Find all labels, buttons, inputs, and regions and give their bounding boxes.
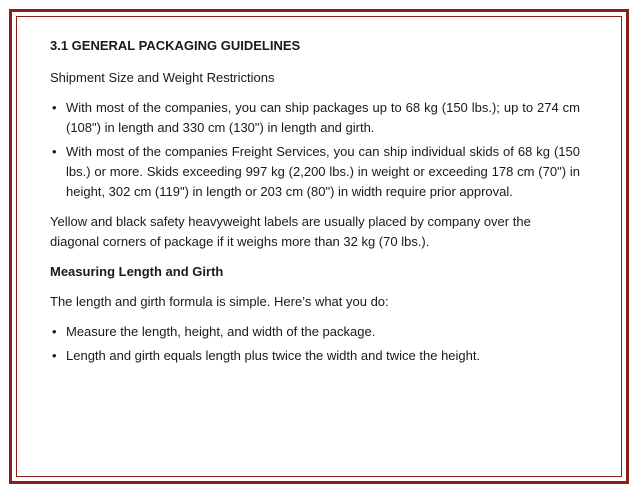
document-body	[50, 36, 580, 376]
labels-note: Yellow and black safety heavyweight labels are usually placed by company over the diagonal corners of package if it weighs more than 32 kg (70 lbs.).	[50, 214, 531, 249]
bullet-icon: •	[52, 144, 57, 159]
list-item-text: With most of the companies Freight Services, you can ship individual skids of 68 kg (150 lbs.) or more. Skids exceeding 997 kg (2,200 lbs.) in weight or exceeding 178 cm (70") in height, 302 cm (119") in length or 203 cm (80") in width require prior approval.	[66, 144, 580, 199]
restrictions-intro: Shipment Size and Weight Restrictions	[50, 70, 275, 85]
list-item	[50, 346, 580, 366]
list-item-text: Length and girth equals length plus twice the width and twice the height.	[66, 348, 481, 363]
list-item-text: Measure the length, height, and width of the package.	[66, 324, 376, 339]
list-item	[50, 142, 580, 202]
section-title: 3.1 GENERAL PACKAGING GUIDELINES	[50, 38, 301, 53]
bullet-icon: •	[52, 324, 57, 339]
list-item-text: With most of the companies, you can ship packages up to 68 kg (150 lbs.); up to 274 cm (108") in length and 330 cm (130") in length and girth.	[66, 100, 580, 135]
list-item	[50, 322, 580, 342]
list-item	[50, 98, 580, 138]
measuring-intro: The length and girth formula is simple. Here’s what you do:	[50, 294, 389, 309]
measuring-steps	[50, 322, 580, 366]
measuring-title: Measuring Length and Girth	[50, 264, 224, 279]
bullet-icon: •	[52, 100, 57, 115]
restrictions-list	[50, 98, 580, 202]
bullet-icon: •	[52, 348, 57, 363]
